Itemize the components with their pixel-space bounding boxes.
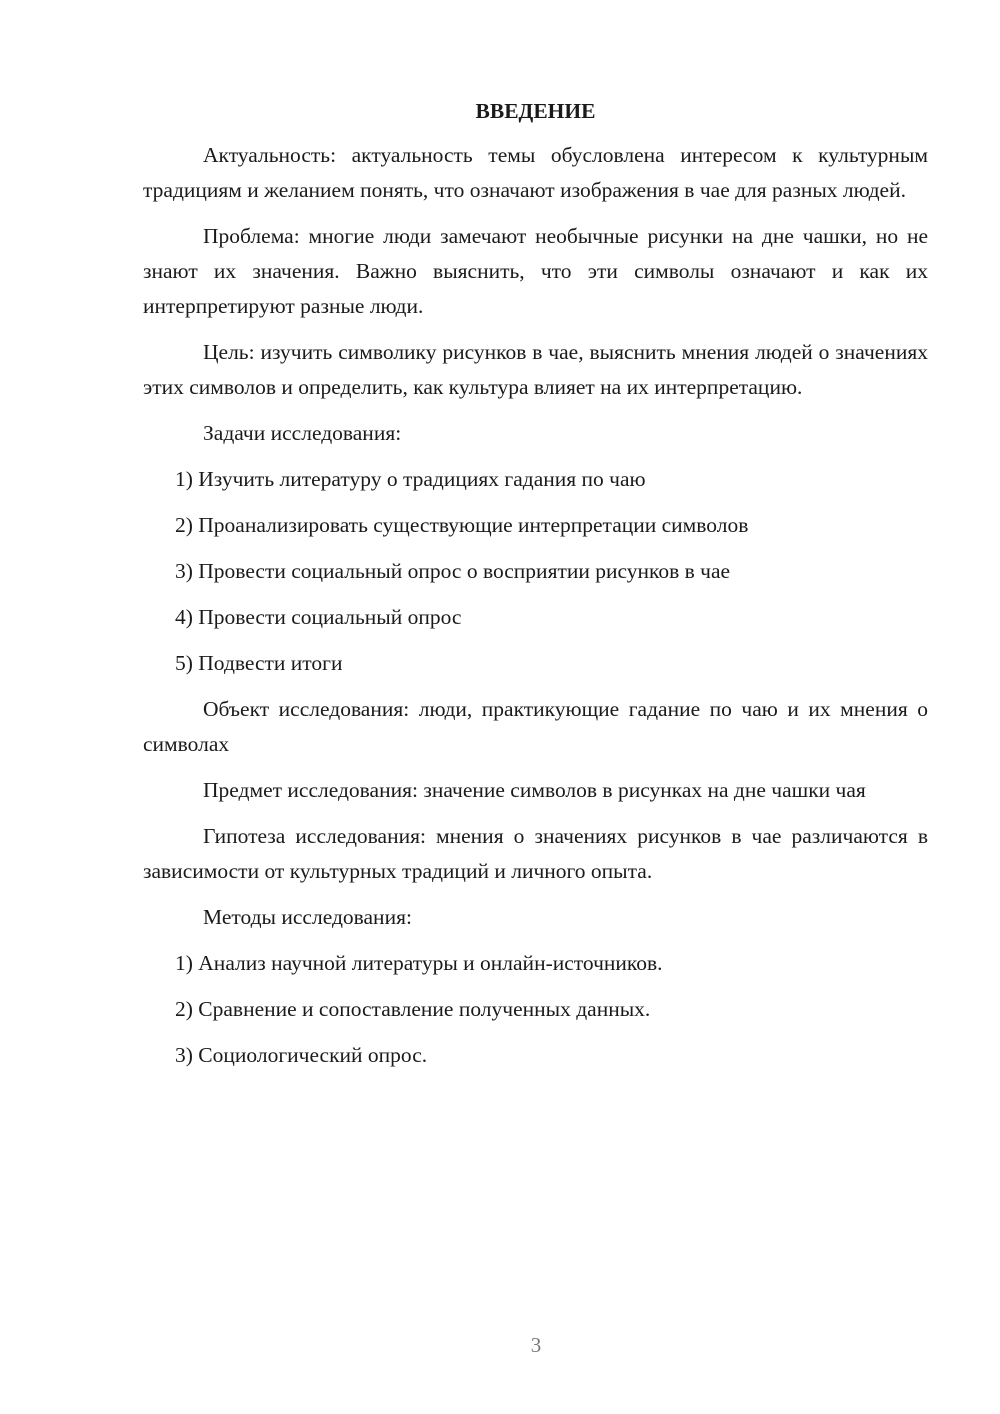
document-page [143,96,928,1084]
task-item-5: 5) Подвести итоги [175,651,343,675]
task-item-3: 3) Провести социальный опрос о восприятии рисунков в чае [175,559,731,583]
method-item-2: 2) Сравнение и сопоставление полученных данных. [175,997,651,1021]
hypothesis-paragraph: Гипотеза исследования: мнения о значениях рисунков в чае различаются в зависимости от культурных традиций и личного опыта. [143,824,928,883]
subject-paragraph: Предмет исследования: значение символов в рисунках на дне чашки чая [203,778,866,802]
task-item-1: 1) Изучить литературу о традициях гадания по чаю [175,467,646,491]
methods-list [143,946,928,1073]
section-title: ВВЕДЕНИЕ [475,99,596,123]
tasks-list [143,462,928,681]
methods-heading: Методы исследования: [203,905,412,929]
page-number: 3 [530,1333,542,1357]
method-item-1: 1) Анализ научной литературы и онлайн-источников. [175,951,663,975]
method-item-3: 3) Социологический опрос. [175,1043,428,1067]
object-paragraph: Объект исследования: люди, практикующие гадание по чаю и их мнения о символах [143,697,928,756]
tasks-heading: Задачи исследования: [203,421,402,445]
goal-paragraph: Цель: изучить символику рисунков в чае, выяснить мнения людей о значениях этих символов и определить, как культура влияет на их интерпретацию. [143,340,928,399]
task-item-2: 2) Проанализировать существующие интерпретации символов [175,513,749,537]
task-item-4: 4) Провести социальный опрос [175,605,462,629]
relevance-paragraph: Актуальность: актуальность темы обусловлена интересом к культурным традициям и желанием понять, что означают изображения в чае для разных людей. [143,143,928,202]
problem-paragraph: Проблема: многие люди замечают необычные рисунки на дне чашки, но не знают их значения. Важно выяснить, что эти символы означают и как их интерпретируют разные люди. [143,224,928,318]
